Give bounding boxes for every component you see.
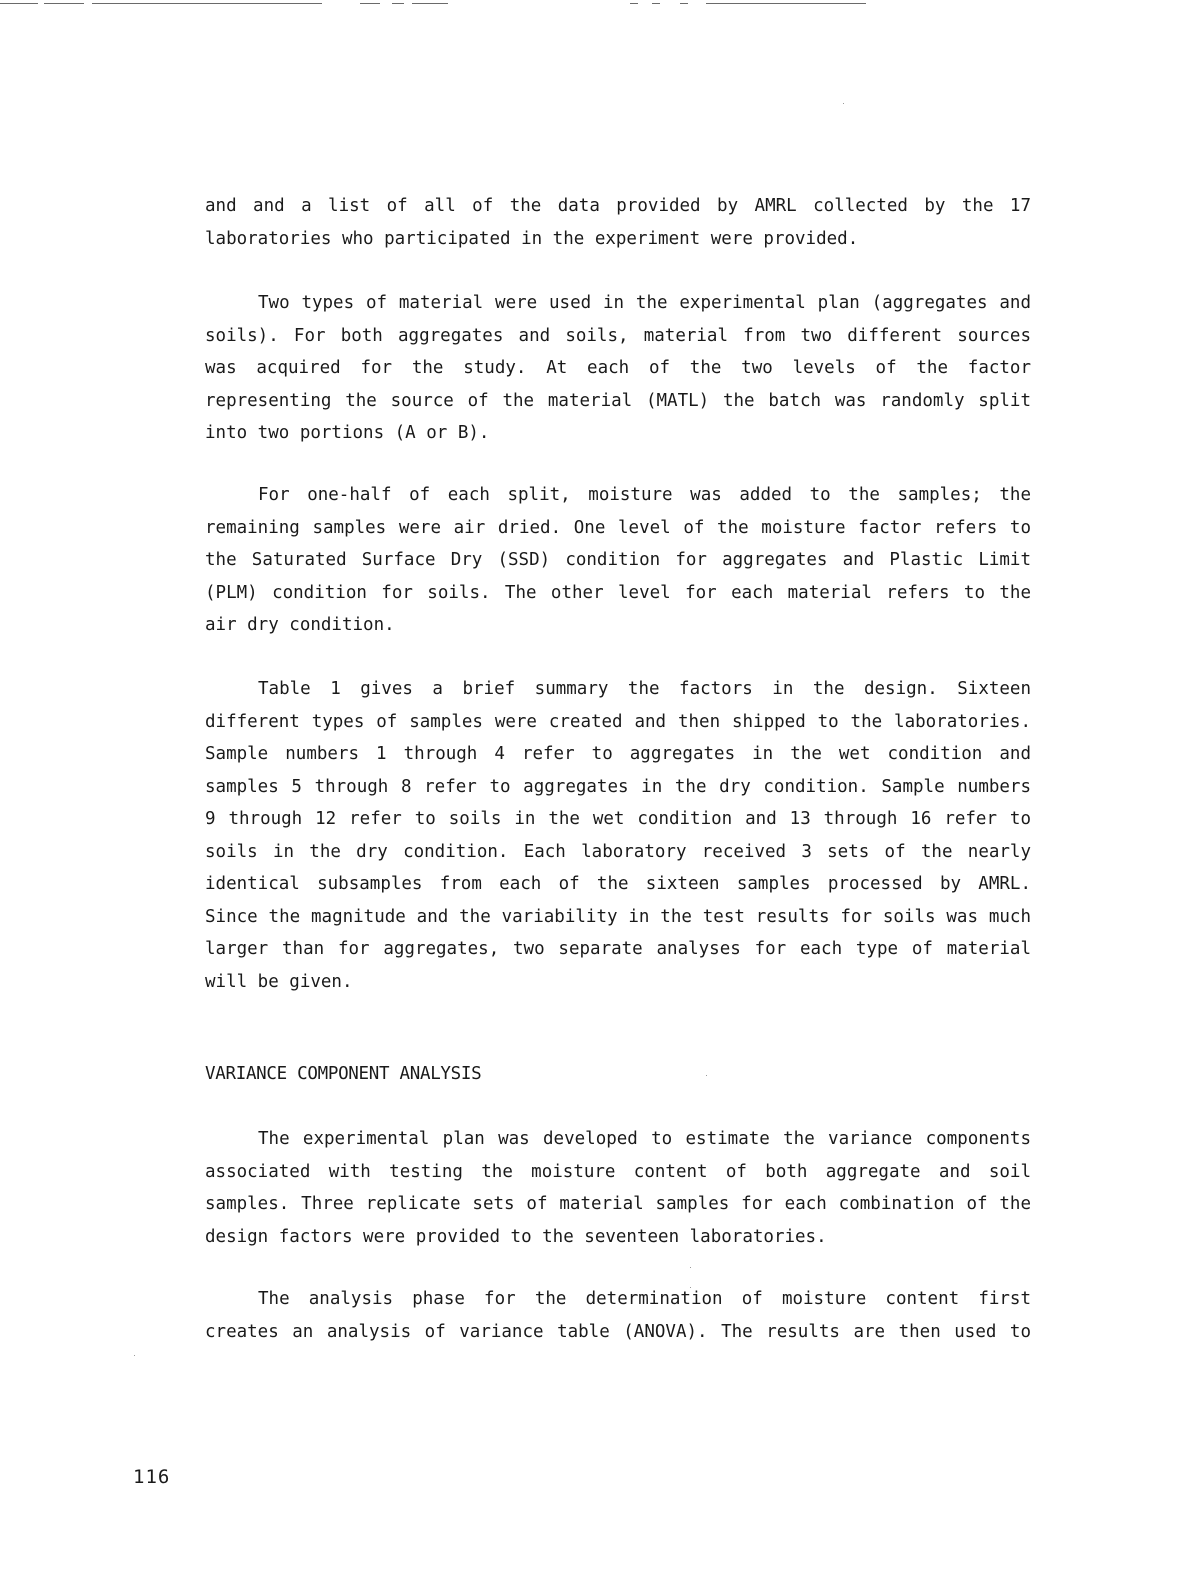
paragraph-experimental-plan <box>205 1123 1031 1253</box>
paragraph-table-summary <box>205 673 1031 998</box>
scan-speck <box>706 1075 707 1076</box>
text-line: Two types of material were used in the experimental plan (aggregates and <box>258 293 1031 313</box>
text-line: remaining samples were air dried. One level of the moisture factor refers to <box>205 517 1031 538</box>
text-line: soils in the dry condition. Each laboratory received 3 sets of the nearly <box>205 841 1031 862</box>
scan-speck <box>690 1267 691 1268</box>
text-line: Since the magnitude and the variability in the test results for soils was much <box>205 906 1031 927</box>
paragraph-intro-continued <box>205 190 1031 255</box>
text-line: laboratories who participated in the experiment were provided. <box>205 228 859 249</box>
text-line: representing the source of the material (MATL) the batch was randomly split <box>205 390 1031 411</box>
text-line: associated with testing the moisture content of both aggregate and soil <box>205 1161 1031 1182</box>
text-line: into two portions (A or B). <box>205 423 490 443</box>
text-line: design factors were provided to the seventeen laboratories. <box>205 1226 827 1247</box>
text-line: samples 5 through 8 refer to aggregates in the dry condition. Sample numbers <box>205 776 1031 797</box>
text-line: different types of samples were created and then shipped to the laboratories. <box>205 711 1031 732</box>
scan-artifact-top-border <box>0 3 1188 5</box>
section-heading: VARIANCE COMPONENT ANALYSIS <box>205 1064 482 1084</box>
text-line: samples. Three replicate sets of material samples for each combination of the <box>205 1194 1031 1214</box>
text-line: and and a list of all of the data provided by AMRL collected by the 17 <box>205 196 1031 216</box>
text-line: The analysis phase for the determination of moisture content first <box>258 1289 1031 1309</box>
text-line: larger than for aggregates, two separate analyses for each type of material <box>205 939 1031 959</box>
page-number: 116 <box>133 1466 171 1488</box>
text-line: was acquired for the study. At each of the two levels of the factor <box>205 358 1031 378</box>
paragraph-material-types <box>205 287 1031 450</box>
body-paragraph <box>205 1123 1031 1253</box>
body-paragraph <box>205 673 1031 998</box>
text-line: creates an analysis of variance table (ANOVA). The results are then used to <box>205 1321 1031 1342</box>
text-line: the Saturated Surface Dry (SSD) condition for aggregates and Plastic Limit <box>205 550 1031 570</box>
scan-speck <box>134 1355 135 1356</box>
body-paragraph <box>205 287 1031 450</box>
paragraph-moisture-split <box>205 479 1031 642</box>
text-line: air dry condition. <box>205 615 395 635</box>
paragraph-analysis-phase <box>205 1283 1031 1348</box>
body-paragraph <box>205 190 1031 255</box>
text-line: 9 through 12 refer to soils in the wet condition and 13 through 16 refer to <box>205 809 1031 829</box>
text-line: Table 1 gives a brief summary the factors in the design. Sixteen <box>258 679 1031 699</box>
text-line: The experimental plan was developed to estimate the variance components <box>258 1129 1031 1149</box>
text-line: identical subsamples from each of the sixteen samples processed by AMRL. <box>205 874 1031 894</box>
text-line: soils). For both aggregates and soils, material from two different sources <box>205 325 1031 346</box>
text-line: For one-half of each split, moisture was added to the samples; the <box>258 485 1031 505</box>
text-line: will be given. <box>205 971 353 992</box>
scan-speck <box>843 103 844 104</box>
body-paragraph <box>205 479 1031 642</box>
text-line: (PLM) condition for soils. The other level for each material refers to the <box>205 582 1031 603</box>
text-line: Sample numbers 1 through 4 refer to aggregates in the wet condition and <box>205 744 1031 764</box>
body-paragraph <box>205 1283 1031 1348</box>
